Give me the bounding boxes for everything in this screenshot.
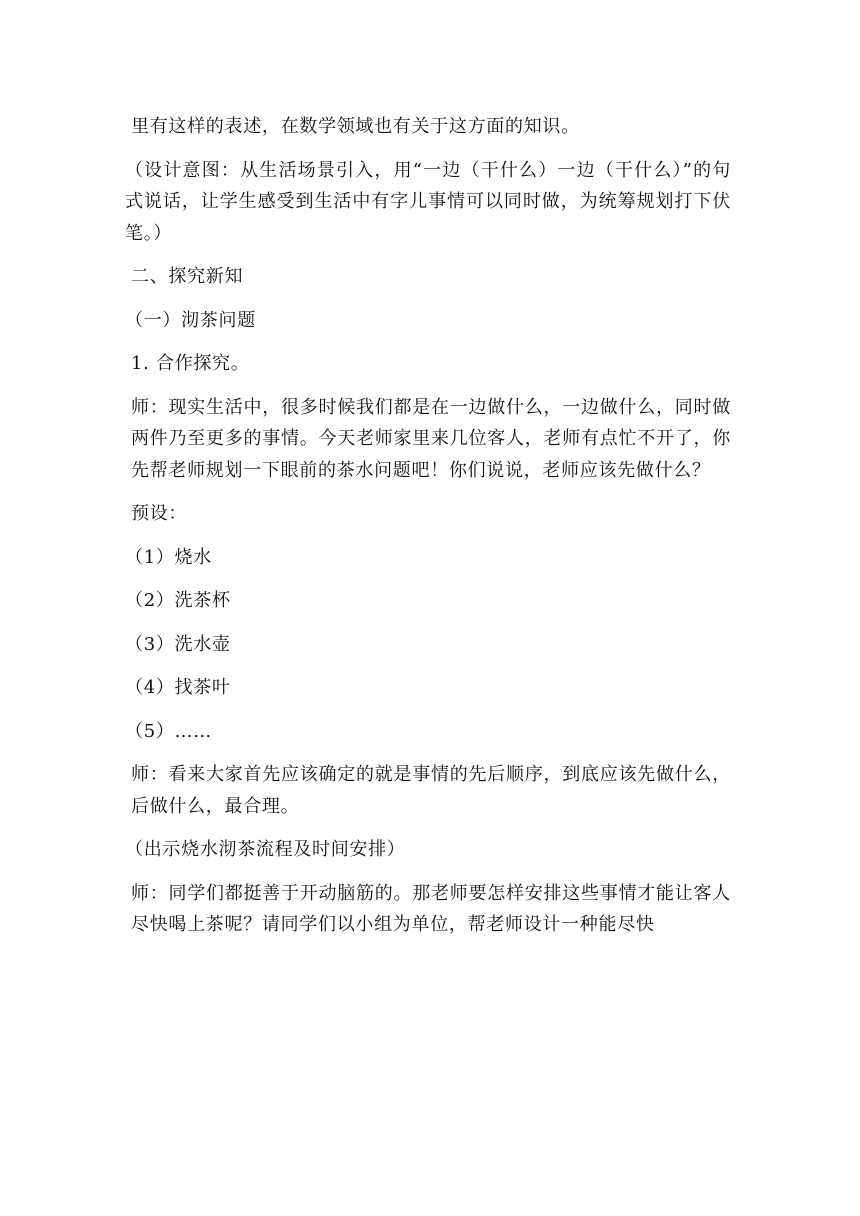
paragraph-teacher-question: 师：现实生活中，很多时候我们都是在一边做什么，一边做什么，同时做两件乃至更多的事情。今天老师家里来几位客人，老师有点忙不开了，你先帮老师规划一下眼前的茶水问题吧！你们说说，老师应该先做什么？ — [131, 396, 731, 481]
step-heading-cooperative-inquiry: 1. 合作探究。 — [131, 353, 250, 374]
label-preset: 预设： — [131, 503, 188, 524]
list-item-wash-cups: （2）洗茶杯 — [125, 590, 231, 611]
list-item-wash-kettle: （3）洗水壶 — [125, 633, 231, 655]
paragraph-show-flow: （出示烧水沏茶流程及时间安排） — [125, 839, 406, 860]
document-body — [125, 111, 731, 953]
subsection-heading-tea-problem: （一）沏茶问题 — [125, 309, 256, 331]
list-item-ellipsis: （5）…… — [125, 720, 212, 742]
paragraph-design-intent: （设计意图：从生活场景引入，用“一边（干什么）一边（干什么）”的句式说话，让学生感受到生活中有字儿事情可以同时做，为统筹规划打下伏笔。） — [125, 159, 731, 244]
paragraph-teacher-order: 师：看来大家首先应该确定的就是事情的先后顺序，到底应该先做什么，后做什么，最合理。 — [131, 764, 731, 817]
paragraph-teacher-arrange: 师：同学们都挺善于开动脑筋的。那老师要怎样安排这些事情才能让客人尽快喝上茶呢？请同学们以小组为单位，帮老师设计一种能尽快 — [131, 882, 731, 935]
paragraph-intro-continuation: 里有这样的表述，在数学领域也有关于这方面的知识。 — [131, 116, 580, 137]
list-item-find-tea: （4）找茶叶 — [125, 677, 231, 698]
section-heading-explore: 二、探究新知 — [131, 266, 244, 287]
list-item-boil-water: （1）烧水 — [125, 546, 212, 568]
